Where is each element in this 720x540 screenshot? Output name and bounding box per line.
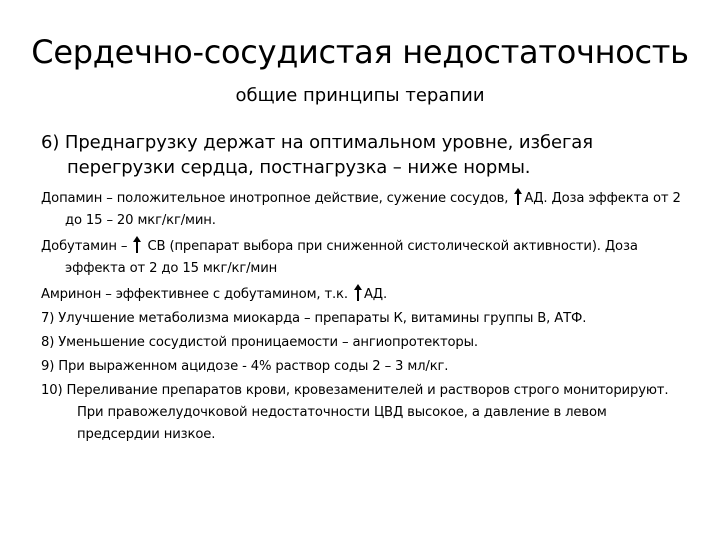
dobutamine-text-end: СВ (препарат выбора при сниженной систолической активности). Доза эффекта от 2 до 15 мкг/кг/мин — [65, 239, 638, 276]
up-arrow-icon — [132, 234, 142, 254]
item-8-text: 8) Уменьшение сосудистой проницаемости – ангиопротекторы. — [41, 335, 478, 350]
item-7-text: 7) Улучшение метаболизма миокарда – препараты К, витамины группы В, АТФ. — [41, 311, 587, 326]
item-10-text: 10) Переливание препаратов крови, кровезаменителей и растворов строго мониторируют. При правожелудочковой недостаточности ЦВД высокое, а давление в левом предсердии низкое. — [41, 383, 669, 442]
amrinone-text-start: Амринон – эффективнее с добутамином, т.к. — [41, 287, 348, 302]
dopamine-text-end: АД. Доза эффекта от 2 до 15 – 20 мкг/кг/мин. — [65, 191, 681, 228]
dobutamine-text-start: Добутамин – — [41, 239, 128, 254]
dopamine-text-start: Допамин – положительное инотропное действие, сужение сосудов, — [41, 191, 509, 206]
up-arrow-icon — [513, 186, 523, 206]
amrinone-text-end: АД. — [363, 287, 388, 302]
slide-body — [41, 130, 691, 446]
up-arrow-icon — [353, 282, 363, 302]
dopamine-text — [41, 186, 691, 232]
amrinone-text — [41, 282, 691, 306]
item-9-text: 9) При выраженном ацидозе - 4% раствор соды 2 – 3 мл/кг. — [41, 359, 449, 374]
slide-title: Сердечно-сосудистая недостаточность — [31, 33, 689, 71]
dobutamine-text — [41, 234, 691, 280]
item-6-text: 6) Преднагрузку держат на оптимальном уровне, избегая перегрузки сердца, постнагрузка – ниже нормы. — [41, 132, 593, 178]
slide-subtitle: общие принципы терапии — [235, 85, 485, 106]
